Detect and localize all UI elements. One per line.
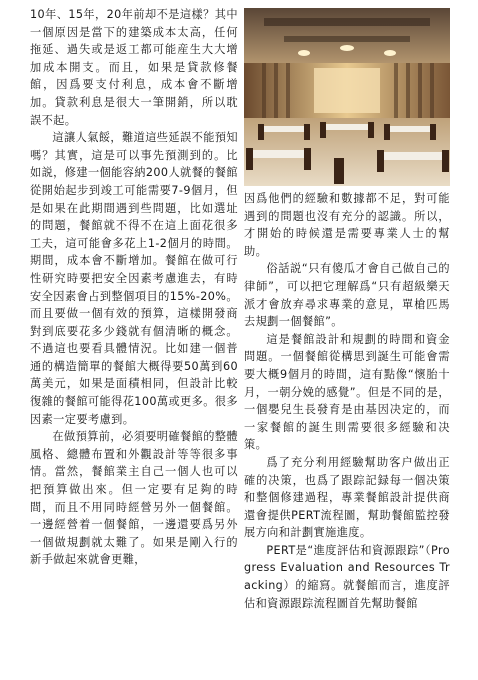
paragraph: 在做預算前，必須要明確餐館的整體風格、總體布置和外觀設計等等很多事情。當然，餐館業主自己一個人也可以把預算做出來。但一定要有足夠的時間，而且不用同時經營另外一個餐館。一邊經營着一個餐館，一邊還要爲另外一個做規劃就太難了。如果是剛入行的新手做起來就會更難， — [30, 430, 238, 567]
right-column — [244, 0, 450, 612]
left-column — [30, 0, 238, 569]
paragraph: 俗話説“只有傻瓜才會自己做自己的律師”，可以把它理解爲“只有超級樂天派才會放弃尋求專業的意見，單槍匹馬去規劃一個餐館”。 — [244, 262, 450, 329]
paragraph: 爲了充分利用經驗幫助客户做出正確的决策，也爲了跟踪記録每一個决策和整個修建過程，專業餐館設計提供商還會提供PERT流程圖，幫助餐館監控發展方向和計劃實施進度。 — [244, 455, 450, 540]
paragraph: 這是餐館設計和規劃的時間和資金問題。一個餐館從構思到誕生可能會需要大概9個月的時間，這有點像“懷胎十月，一朝分娩的感覺”。但是不同的是，一個嬰兒生長發育是由基因决定的，而一家餐館的誕生則需要很多經驗和决策。 — [244, 332, 450, 452]
restaurant-photo — [244, 8, 450, 186]
paragraph: 這讓人氣餒，難道這些延誤不能預知嗎？其實，這是可以事先預測到的。比如説，修建一個能容納200人就餐的餐館從開始起步到竣工可能需要7-9個月，但是如果在此期間遇到些問題，比如選址的問題，餐館就不得不在這上面花很多工夫，這可能會多花上1-2個月的時間。期間，成本會不斷增加。餐館在做可行性研究時要把安全因素考慮進去，有時安全因素會占到整個項目的15%-20%。而且要做一個有效的預算，這樣開發商對到底要花多少錢就有個清晰的概念。不過這也要看具體情況。比如建一個普通的構造簡單的餐館大概得要50萬到60萬美元，如果是面積相同，但設計比較復雜的餐館可能得花100萬或更多。很多因素一定要考慮到。 — [30, 131, 238, 426]
paragraph: PERT是“進度評估和資源跟踪”（Progress Evaluation and Resources Tracking）的縮寫。就餐館而言，進度評估和資源跟踪流程圖首先幫助餐館 — [244, 543, 450, 610]
restaurant-interior-image — [244, 8, 450, 186]
paragraph: 10年、15年，20年前却不是這樣？其中一個原因是當下的建築成本太高，任何拖延、過失或是返工都可能産生大大增加成本開支。而且，如果是貸款修餐館，因爲要支付利息，成本會不斷增加。貸款利息是很大一筆開銷，所以耽誤不起。 — [30, 8, 238, 127]
paragraph: 因爲他們的經驗和數據都不足，對可能遇到的問題也沒有充分的認識。所以，才開始的時候還是需要專業人士的幫助。 — [244, 192, 450, 258]
